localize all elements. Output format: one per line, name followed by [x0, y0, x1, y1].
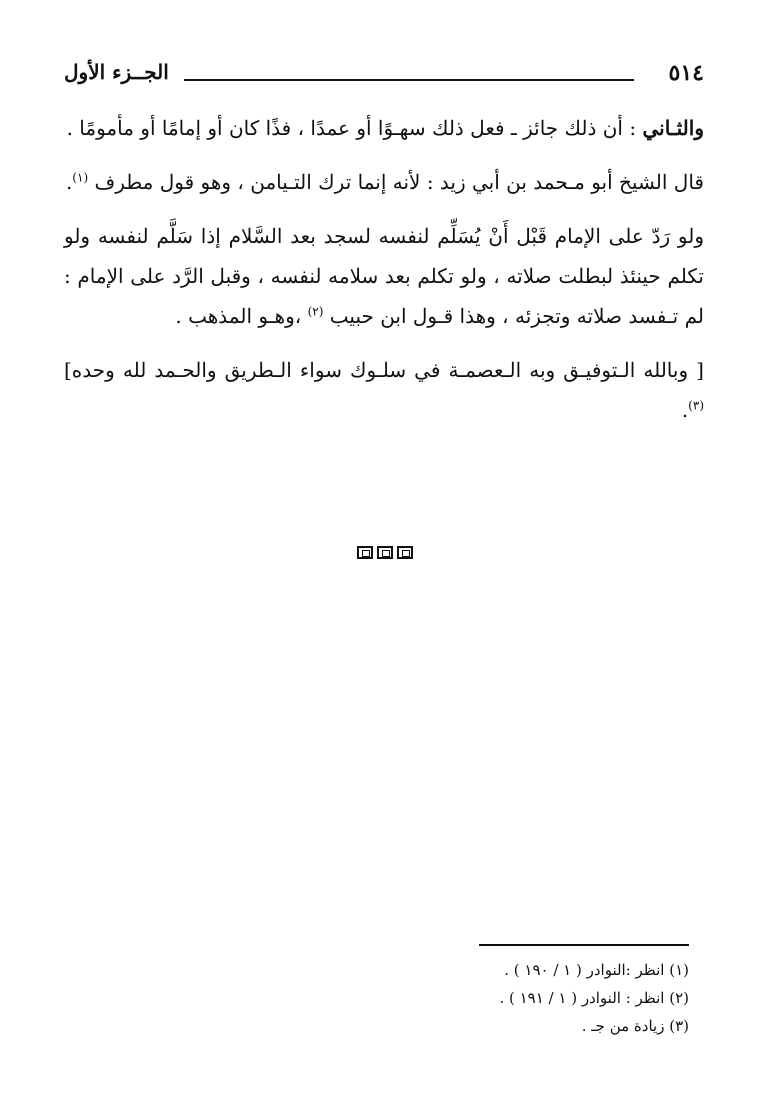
paragraph-4 [64, 350, 704, 430]
header-rule [184, 79, 634, 81]
body-text [64, 108, 704, 444]
paragraph-text: [ وبالله الـتوفيـق وبه الـعصمـة في سلـوك سواء الـطريق والحـمد لله وحده] [64, 358, 704, 382]
page-header [64, 60, 704, 94]
ornament-box-icon [377, 546, 393, 559]
footnote-2: (٢) انظر : النوادر ( ١ / ١٩١ ) . [499, 989, 689, 1007]
paragraph-text: : أن ذلك جائز ـ فعل ذلك سهـوًا أو عمدًا ، فذًا كان أو إمامًا أو مأمومًا . [66, 116, 643, 140]
paragraph-lead: والثـاني [642, 116, 704, 140]
volume-title: الجــزء الأول [64, 60, 169, 84]
paragraph-tail: . [681, 398, 689, 422]
paragraph-text: قال الشيخ أبو مـحمد بن أبي زيد : لأنه إنما ترك التـيامن ، وهو قول مطرف [94, 170, 704, 194]
paragraph-text: ولو رَدّ على الإمام قَبْل أَنْ يُسَلِّم لنفسه لسجد بعد السَّلام إذا سَلَّم لنفسه ولو تكلم حينئذ لبطلت صلاته ، ولو تكلم بعد سلامه لنفسه ، وقبل الرَّد على الإمام : لم تـفسد صلاته وتجزئه ، وهذا قـول ابن حبيب [64, 224, 704, 328]
ornament-box-icon [357, 546, 373, 559]
paragraph-1 [64, 108, 704, 148]
paragraph-tail: . [65, 170, 73, 194]
paragraph-tail: ،وهـو المذهب . [175, 304, 308, 328]
section-end-ornament [340, 546, 430, 564]
page-number: ٥١٤ [668, 60, 704, 86]
footnote-ref[interactable]: (٣) [688, 398, 704, 413]
footnote-1: (١) انظر :النوادر ( ١ / ١٩٠ ) . [504, 961, 689, 979]
footnotes [389, 956, 689, 1040]
paragraph-3 [64, 216, 704, 336]
footnote-rule [479, 944, 689, 946]
paragraph-2 [64, 162, 704, 202]
footnote-ref[interactable]: (١) [72, 170, 89, 185]
ornament-box-icon [397, 546, 413, 559]
footnote-3: (٣) زيادة من جـ . [581, 1017, 689, 1035]
footnote-ref[interactable]: (٢) [307, 304, 324, 319]
